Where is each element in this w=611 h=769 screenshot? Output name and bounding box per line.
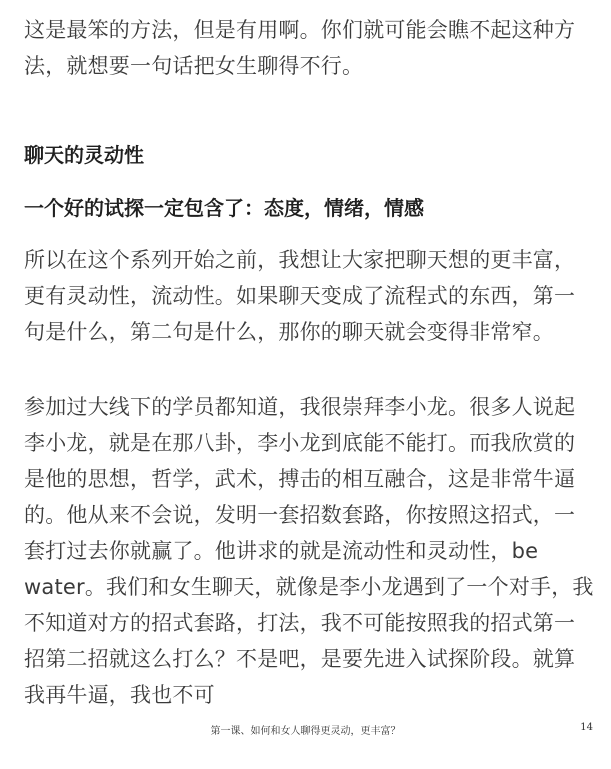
body-paragraph-3: 参加过大线下的学员都知道，我很崇拜李小龙。很多人说起李小龙，就是在那八卦，李小龙到底能不能打。而我欣赏的是他的思想，哲学，武术，搏击的相互融合，这是非常牛逼的。他从来不会说，发明一套招数套路，你按照这招式，一套打过去你就赢了。他讲求的就是流动性和灵动性，be water。我们和女生聊天，就像是李小龙遇到了一个对手，我不知道对方的招式套路，打法，我不可能按照我的招式第一招第二招就这么打么？不是吧，是要先进入试探阶段。就算我再牛逼，我也不可	[24, 395, 594, 707]
page-number: 14	[580, 722, 593, 733]
footer-title: 第一课、如何和女人聊得更灵动，更丰富？	[210, 726, 401, 737]
section-heading: 聊天的灵动性	[24, 143, 144, 167]
body-paragraph-2: 所以在这个系列开始之前，我想让大家把聊天想的更丰富，更有灵动性，流动性。如果聊天变成了流程式的东西，第一句是什么，第二句是什么，那你的聊天就会变得非常窄。	[24, 248, 576, 344]
intro-paragraph: 这是最笨的方法，但是有用啊。你们就可能会瞧不起这种方法，就想要一句话把女生聊得不行。	[24, 18, 576, 78]
subsection-heading: 一个好的试探一定包含了：态度，情绪，情感	[24, 196, 424, 220]
page-footer	[0, 719, 611, 739]
